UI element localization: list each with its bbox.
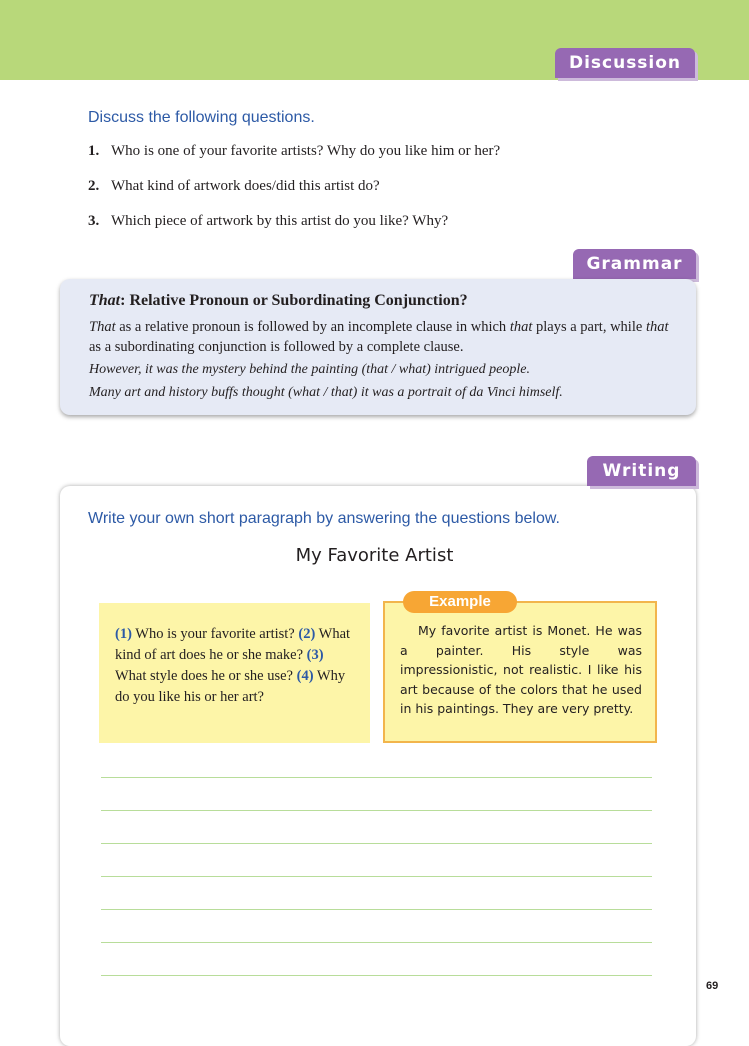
grammar-term: that xyxy=(645,319,669,335)
writing-line[interactable] xyxy=(101,909,652,910)
writing-line[interactable] xyxy=(101,810,652,811)
grammar-text: as a relative pronoun is followed by an incomplete clause in which xyxy=(115,319,510,335)
prompt-number: (1) xyxy=(115,626,132,642)
grammar-example: However, it was the mystery behind the painting (that / what) intrigued people. xyxy=(89,362,530,377)
discussion-question xyxy=(88,143,648,178)
discussion-instruction: Discuss the following questions. xyxy=(88,109,315,126)
writing-card xyxy=(60,486,696,1046)
prompt-question: Why do you like his or her art? xyxy=(115,668,346,705)
writing-line[interactable] xyxy=(101,777,652,778)
writing-tab: Writing xyxy=(587,456,696,486)
prompt-number: (3) xyxy=(306,647,324,663)
prompt-box xyxy=(99,603,370,743)
writing-title: My Favorite Artist xyxy=(295,545,454,566)
writing-line[interactable] xyxy=(101,843,652,844)
grammar-tab: Grammar xyxy=(573,249,696,279)
grammar-explanation xyxy=(89,317,679,357)
discussion-question xyxy=(88,178,648,213)
discussion-tab: Discussion xyxy=(555,48,695,78)
writing-line[interactable] xyxy=(101,975,652,976)
grammar-text: plays a part, while xyxy=(532,319,646,335)
writing-line[interactable] xyxy=(101,942,652,943)
question-text: Who is one of your favorite artists? Why do you like him or her? xyxy=(111,143,501,159)
question-number: 1. xyxy=(88,143,100,159)
prompt-text xyxy=(115,624,355,708)
grammar-title xyxy=(89,292,468,310)
grammar-title-rest: : Relative Pronoun or Subordinating Conjunction? xyxy=(120,292,468,309)
grammar-example: Many art and history buffs thought (what / that) it was a portrait of da Vinci himself. xyxy=(89,385,563,400)
prompt-question: What kind of art does he or she make? xyxy=(115,626,351,663)
grammar-box xyxy=(60,279,696,415)
question-text: What kind of artwork does/did this artist do? xyxy=(111,178,380,194)
prompt-question: Who is your favorite artist? xyxy=(131,626,299,642)
grammar-term: that xyxy=(509,319,533,335)
example-badge: Example xyxy=(403,591,517,613)
grammar-term: That xyxy=(89,319,116,335)
discussion-question-list xyxy=(88,143,648,248)
discussion-question xyxy=(88,213,648,248)
question-text: Which piece of artwork by this artist do you like? Why? xyxy=(111,213,449,229)
grammar-text: as a subordinating conjunction is followed by a complete clause. xyxy=(89,339,464,355)
question-number: 2. xyxy=(88,178,100,194)
prompt-number: (4) xyxy=(296,668,314,684)
grammar-title-term: That xyxy=(89,292,121,309)
writing-line[interactable] xyxy=(101,876,652,877)
prompt-question: What style does he or she use? xyxy=(115,668,297,684)
question-number: 3. xyxy=(88,213,100,229)
writing-instruction: Write your own short paragraph by answering the questions below. xyxy=(88,510,560,527)
page-number: 69 xyxy=(706,980,719,992)
prompt-number: (2) xyxy=(298,626,316,642)
example-paragraph: My favorite artist is Monet. He was a painter. His style was impressionistic, not realistic. I like his art because of the colors that he used in his paintings. They are very pretty. xyxy=(400,623,642,716)
